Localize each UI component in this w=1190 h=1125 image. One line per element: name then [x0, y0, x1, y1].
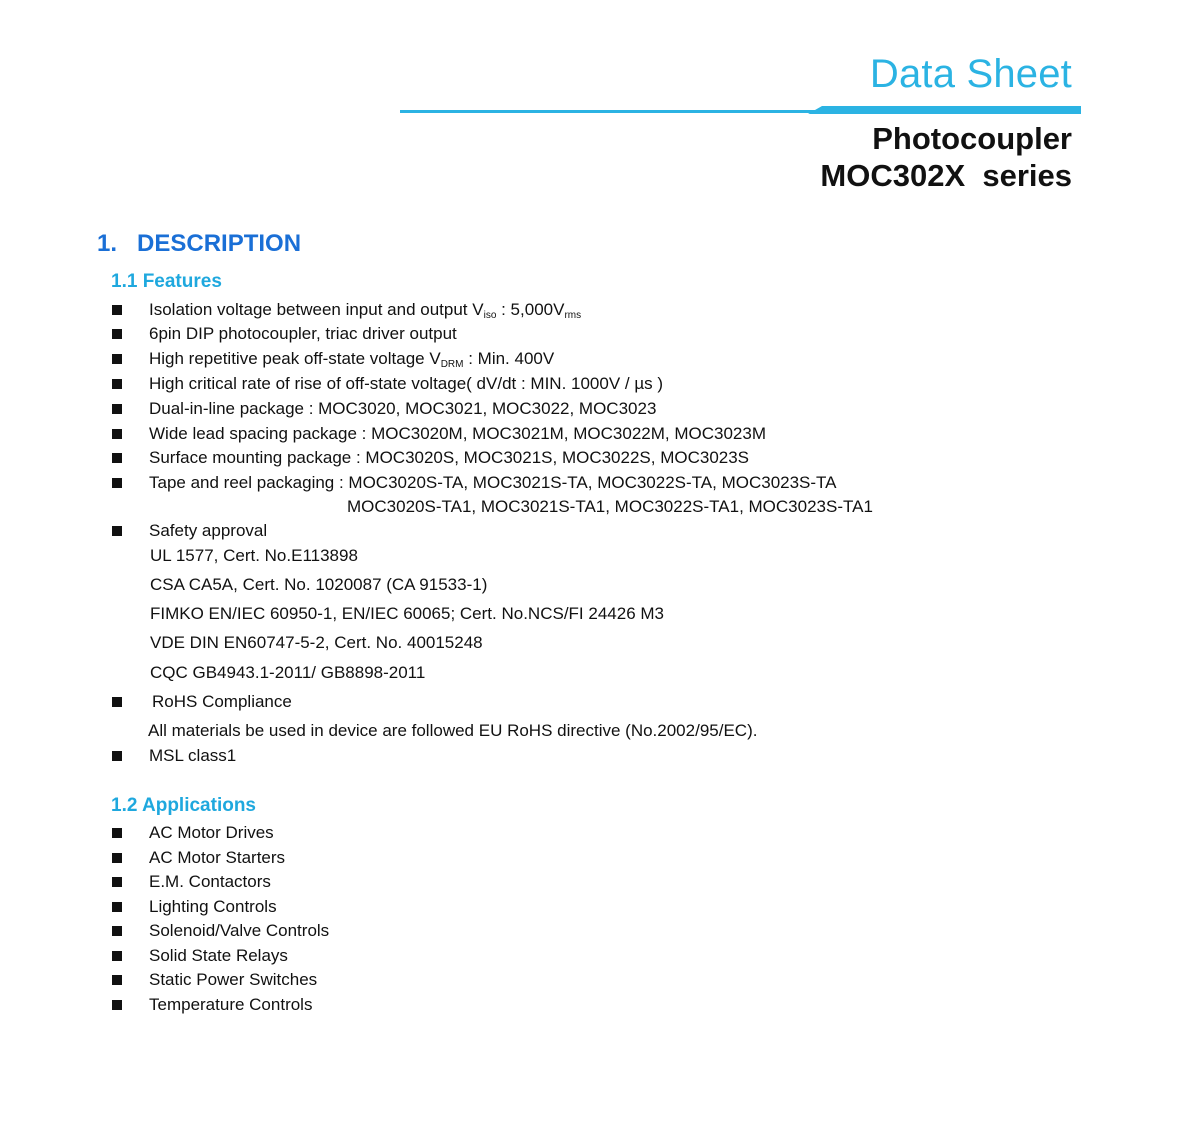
bullet-icon	[112, 853, 122, 863]
feature-dip-photocoupler: 6pin DIP photocoupler, triac driver output	[149, 324, 457, 343]
product-title	[820, 120, 1072, 194]
application-item: AC Motor Starters	[149, 848, 286, 867]
feature-dual-in-line-package: Dual-in-line package : MOC3020, MOC3021, MOC3022, MOC3023	[149, 399, 657, 418]
bullet-icon	[112, 404, 122, 414]
section-title-description: 1. DESCRIPTION	[97, 230, 302, 257]
bullet-icon	[112, 305, 122, 315]
feature-safety-approval: Safety approval	[149, 521, 268, 540]
feature-msl-class: MSL class1	[149, 746, 237, 765]
product-series: MOC302X series	[820, 158, 1072, 193]
application-item: E.M. Contactors	[149, 872, 271, 891]
feature-tape-reel: Tape and reel packaging : MOC3020S-TA, MOC3021S-TA, MOC3022S-TA, MOC3023S-TA	[149, 473, 837, 492]
header-rule-accent	[808, 106, 1081, 114]
feature-wide-lead-package: Wide lead spacing package : MOC3020M, MOC3021M, MOC3022M, MOC3023M	[149, 424, 766, 443]
safety-ul: UL 1577, Cert. No.E113898	[150, 546, 358, 565]
safety-csa: CSA CA5A, Cert. No. 1020087 (CA 91533-1)	[150, 575, 488, 594]
application-item: Solenoid/Valve Controls	[149, 921, 330, 940]
safety-cqc: CQC GB4943.1-2011/ GB8898-2011	[150, 663, 426, 682]
bullet-icon	[112, 329, 122, 339]
application-item: Static Power Switches	[149, 970, 318, 989]
product-name: Photocoupler	[872, 121, 1072, 156]
bullet-icon	[112, 354, 122, 364]
applications-title: 1.2 Applications	[111, 795, 256, 816]
bullet-icon	[112, 975, 122, 985]
feature-rohs: RoHS Compliance	[152, 692, 292, 711]
feature-critical-rate: High critical rate of rise of off-state voltage( dV/dt : MIN. 1000V / µs )	[149, 374, 664, 393]
bullet-icon	[112, 453, 122, 463]
safety-fimko: FIMKO EN/IEC 60950-1, EN/IEC 60065; Cert. No.NCS/FI 24426 M3	[150, 604, 664, 623]
bullet-icon	[112, 828, 122, 838]
feature-isolation-voltage: Isolation voltage between input and output $V_{iso}$ : $5,000V_{rms}$	[149, 300, 582, 321]
application-item: AC Motor Drives	[149, 823, 274, 842]
bullet-icon	[112, 429, 122, 439]
header-rule-thin	[400, 110, 820, 113]
application-item: Lighting Controls	[149, 897, 277, 916]
safety-vde: VDE DIN EN60747-5-2, Cert. No. 40015248	[150, 633, 483, 652]
feature-peak-voltage: High repetitive peak off-state voltage $V_{DRM}$ : Min. 400V	[149, 349, 555, 370]
application-item: Temperature Controls	[149, 995, 313, 1014]
bullet-icon	[112, 526, 122, 536]
bullet-icon	[112, 902, 122, 912]
bullet-icon	[112, 926, 122, 936]
bullet-icon	[112, 951, 122, 961]
feature-surface-mount-package: Surface mounting package : MOC3020S, MOC3021S, MOC3022S, MOC3023S	[149, 448, 750, 467]
rohs-note: All materials be used in device are followed EU RoHS directive (No.2002/95/EC).	[148, 721, 758, 740]
bullet-icon	[112, 478, 122, 488]
bullet-icon	[112, 877, 122, 887]
feature-tape-reel-continued: MOC3020S-TA1, MOC3021S-TA1, MOC3022S-TA1, MOC3023S-TA1	[347, 497, 873, 516]
application-item: Solid State Relays	[149, 946, 288, 965]
bullet-icon	[112, 379, 122, 389]
data-sheet-title: Data Sheet	[869, 52, 1072, 96]
bullet-icon	[112, 697, 122, 707]
bullet-icon	[112, 751, 122, 761]
bullet-icon	[112, 1000, 122, 1010]
features-title: 1.1 Features	[111, 271, 222, 292]
